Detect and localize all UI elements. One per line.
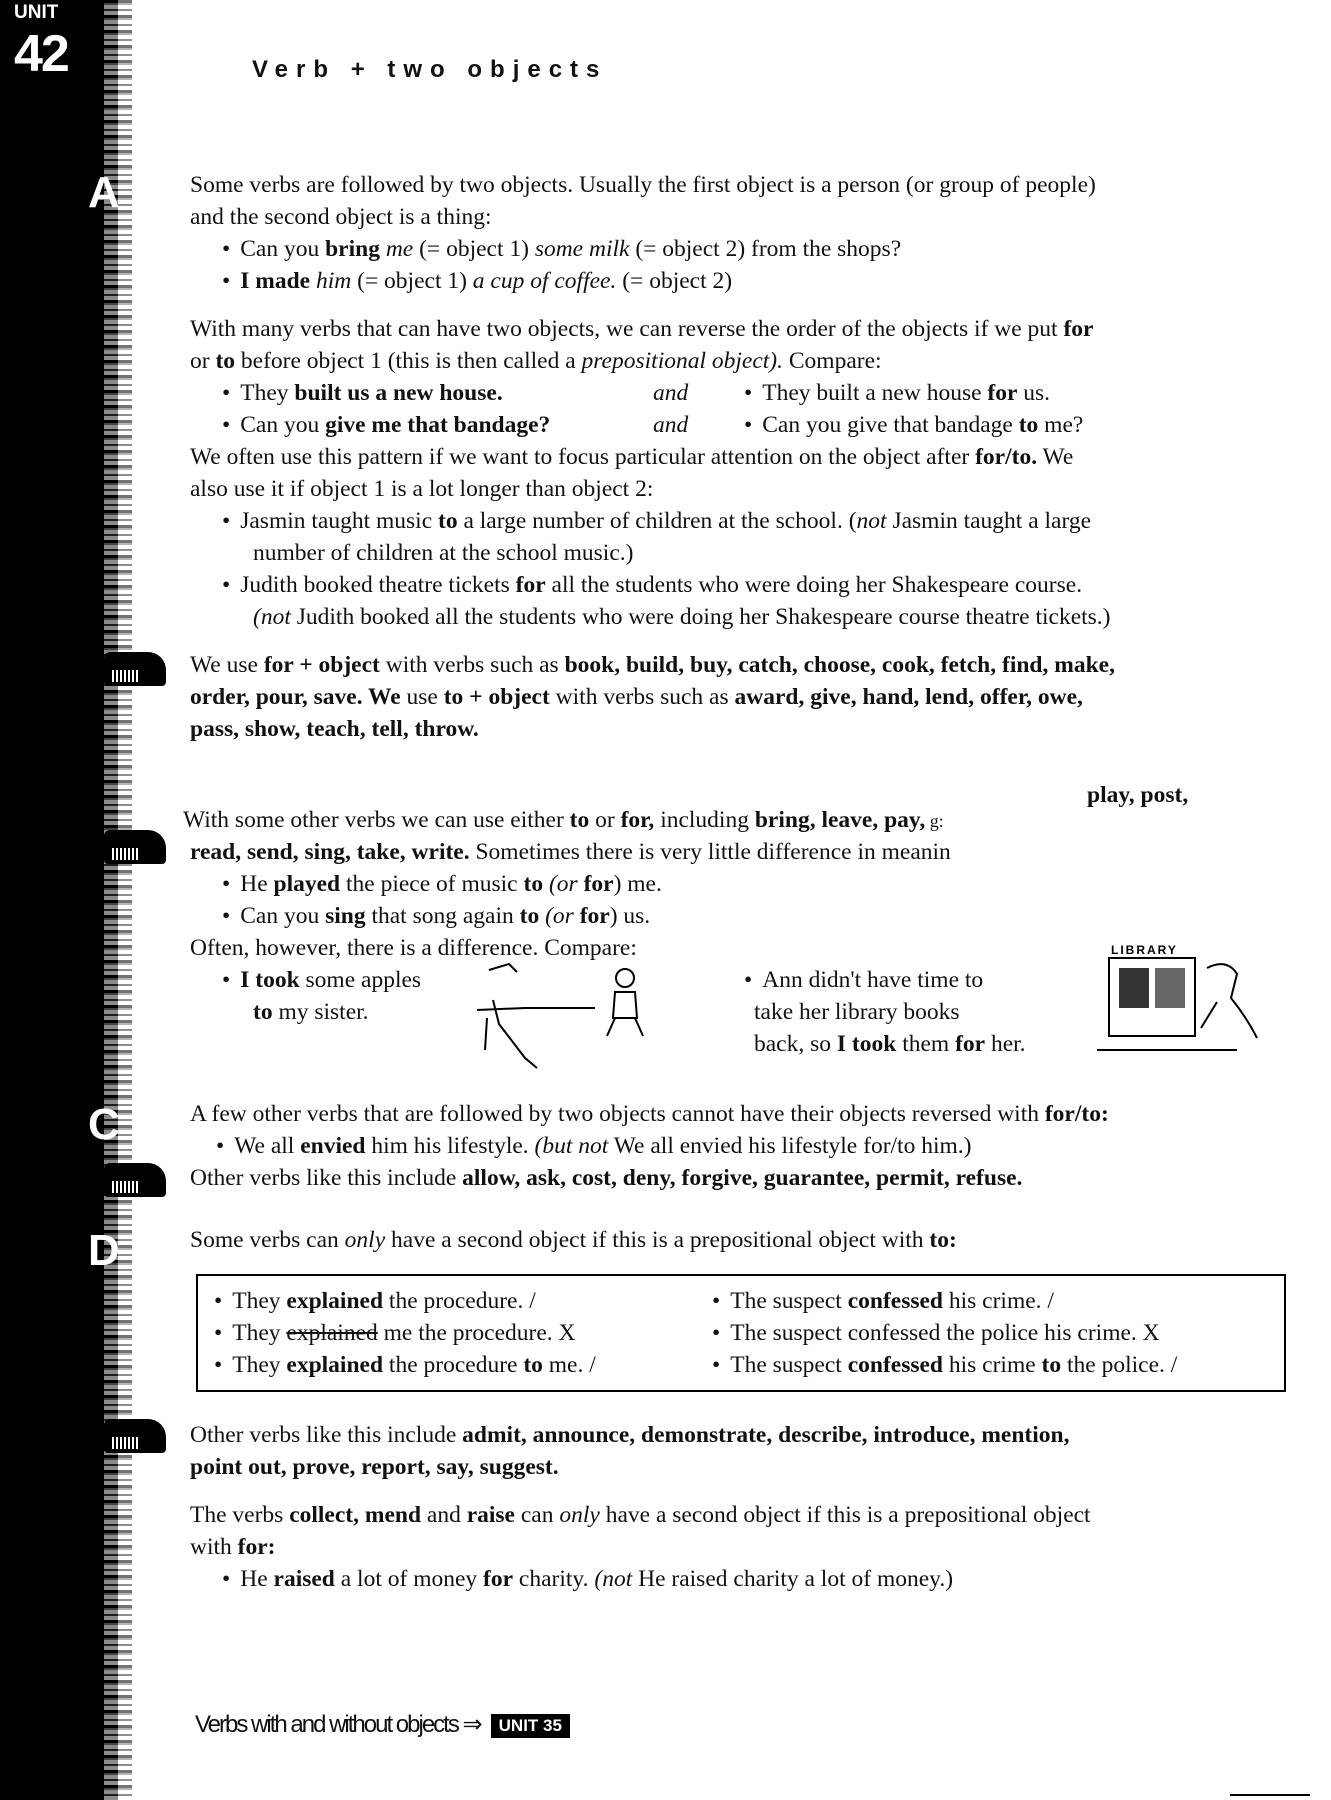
box-line: • They explained the procedure to me. / [214,1350,596,1382]
list-item: • Judith booked theatre tickets for all the students who were doing her Shakespeare course. [222,570,1082,602]
note-paragraph: order, pour, save. We use to + object with verbs such as award, give, hand, lend, offer, owe, [190,684,1083,710]
list-item: • He played the piece of music to (or for) me. [222,869,662,901]
paragraph: With some other verbs we can use either to or for, including bring, leave, pay, g: [183,807,944,833]
page-arrow-line [1230,1794,1310,1796]
list-item: • I made him (= object 1) a cup of coffee. (= object 2) [222,266,732,298]
compare-and: and [653,412,689,438]
list-item: • He raised a lot of money for charity. (not He raised charity a lot of money.) [222,1564,953,1596]
note-marker-icon [104,1163,166,1197]
note-paragraph: point out, prove, report, say, suggest. [190,1454,559,1480]
paragraph: also use it if object 1 is a lot longer than object 2: [190,476,654,502]
box-line: • The suspect confessed the police his crime. X [712,1318,1160,1350]
section-a-intro: Some verbs are followed by two objects. Usually the first object is a person (or group of people) [190,172,1096,198]
page-title: Verb + two objects [252,56,608,83]
paragraph: The verbs collect, mend and raise can only have a second object if this is a prepositional object [190,1502,1091,1528]
section-letter-a: A [88,168,120,217]
sidebar-texture [104,0,132,1800]
paragraph: with for: [190,1534,276,1560]
paragraph: Often, however, there is a difference. Compare: [190,935,637,961]
note-marker-icon [104,652,166,686]
note-marker-icon [104,830,166,864]
paragraph: read, send, sing, take, write. Sometimes there is very little difference in meanin [190,839,951,865]
compare-left: • Can you give me that bandage? [222,410,550,442]
unit-badge: UNIT 35 [491,1714,570,1738]
compare-and: and [653,380,689,406]
cross-reference-text: Verbs with and without objects ⇒ [195,1711,481,1738]
library-illustration [1097,938,1267,1068]
box-line: • They explained me the procedure. X [214,1318,575,1350]
compare-right: • They built a new house for us. [744,378,1050,410]
apples-illustration [465,958,685,1070]
section-letter-d: D [88,1226,120,1275]
list-item: • Jasmin taught music to a large number of children at the school. (not Jasmin taught a large [222,506,1091,538]
list-item: • Can you bring me (= object 1) some milk (= object 2) from the shops? [222,234,901,266]
paragraph: Other verbs like this include allow, ask, cost, deny, forgive, guarantee, permit, refuse. [190,1165,1023,1191]
compare-right-cont: take her library books [754,999,960,1025]
note-paragraph: We use for + object with verbs such as book, build, buy, catch, choose, cook, fetch, find, make, [190,652,1115,678]
unit-label: UNIT [14,2,59,23]
note-paragraph: Other verbs like this include admit, announce, demonstrate, describe, introduce, mention, [190,1422,1070,1448]
paragraph: We often use this pattern if we want to focus particular attention on the object after for/to. We [190,444,1074,470]
paragraph: With many verbs that can have two objects, we can reverse the order of the objects if we put for [190,316,1094,342]
note-paragraph: pass, show, teach, tell, throw. [190,716,479,742]
section-letter-c: C [88,1100,120,1149]
box-line: • They explained the procedure. / [214,1286,536,1318]
library-sign: LIBRARY [1111,943,1178,957]
paragraph: or to before object 1 (this is then called a prepositional object). Compare: [190,348,882,374]
list-item-cont: (not Judith booked all the students who were doing her Shakespeare course theatre tickets.) [253,604,1111,630]
list-item: • Can you sing that song again to (or for) us. [222,901,650,933]
compare-right: • Can you give that bandage to me? [744,410,1083,442]
unit-sidebar [0,0,118,1800]
paragraph: Some verbs can only have a second object if this is a prepositional object with to: [190,1227,957,1253]
compare-left: • I took some apples [222,965,421,997]
list-item: • We all envied him his lifestyle. (but not We all envied his lifestyle for/to him.) [216,1131,971,1163]
floating-words: play, post, [1087,782,1189,808]
unit-number: 42 [14,25,68,83]
compare-left-cont: to my sister. [253,999,369,1025]
list-item-cont: number of children at the school music.) [253,540,634,566]
compare-right-cont: back, so I took them for her. [754,1031,1026,1057]
compare-right: • Ann didn't have time to [744,965,983,997]
note-marker-icon [104,1419,166,1453]
paragraph: A few other verbs that are followed by two objects cannot have their objects reversed with for/to: [190,1101,1109,1127]
box-line: • The suspect confessed his crime. / [712,1286,1054,1318]
box-line: • The suspect confessed his crime to the police. / [712,1350,1177,1382]
compare-left: • They built us a new house. [222,378,503,410]
section-a-intro-2: and the second object is a thing: [190,204,492,230]
cross-reference[interactable] [195,1710,570,1739]
